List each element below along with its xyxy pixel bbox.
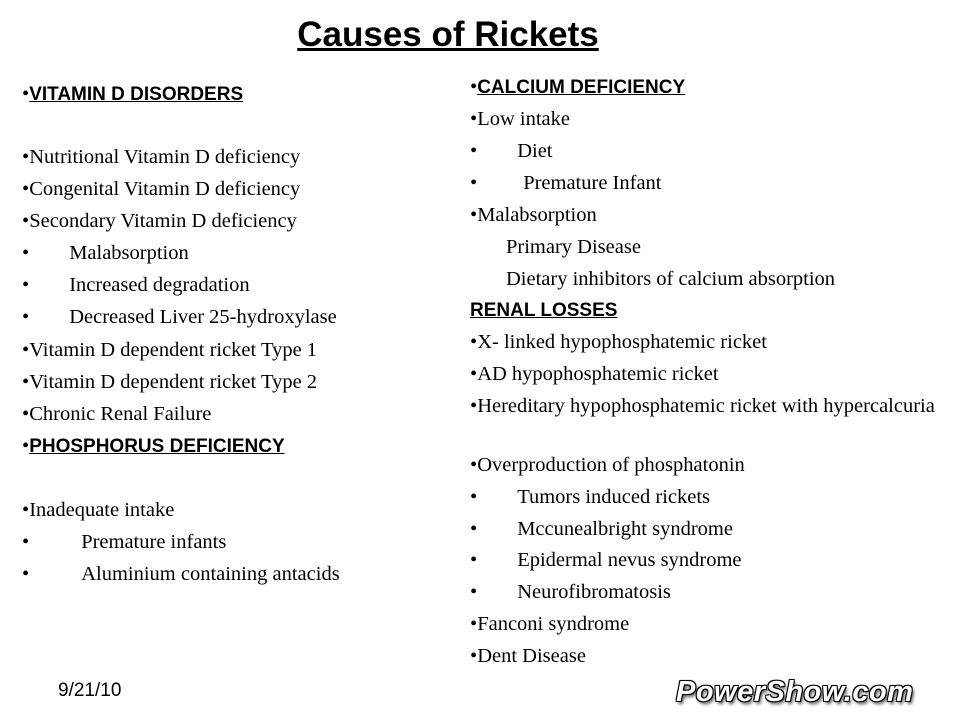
list-item: • Congenital Vitamin D deficiency: [22, 177, 300, 201]
list-item: • AD hypophosphatemic ricket: [470, 362, 719, 386]
sub-list-item: • Epidermal nevus syndrome: [470, 548, 742, 572]
list-item: • Secondary Vitamin D deficiency: [22, 209, 297, 233]
sub-list-item: • Decreased Liver 25-hydroxylase: [22, 305, 337, 329]
list-item: • Fanconi syndrome: [470, 612, 629, 636]
heading-phosphorus: • PHOSPHORUS DEFICIENCY: [22, 434, 285, 459]
sub-list-item: • Premature Infant: [470, 171, 662, 195]
slide-date: 9/21/10: [58, 680, 122, 701]
heading-calcium: • CALCIUM DEFICIENCY: [470, 75, 685, 100]
sub-list-item: • Malabsorption: [22, 241, 189, 265]
list-item: • Low intake: [470, 107, 570, 131]
sub-list-item: • Diet: [470, 139, 552, 163]
sub-list-item: • Increased degradation: [22, 273, 250, 297]
powershow-logo[interactable]: PowerShow.com: [676, 676, 914, 708]
heading-vitamin-d: • VITAMIN D DISORDERS: [22, 82, 243, 107]
slide-title: Causes of Rickets: [297, 15, 599, 54]
sub-list-item: Dietary inhibitors of calcium absorption: [506, 268, 836, 290]
list-item: • X- linked hypophosphatemic ricket: [470, 330, 767, 354]
list-item: • Inadequate intake: [22, 498, 174, 522]
heading-renal-losses: RENAL LOSSES: [470, 300, 618, 321]
sub-list-item: • Mccunealbright syndrome: [470, 517, 733, 541]
list-item: • Malabsorption: [470, 203, 597, 227]
sub-list-item: • Neurofibromatosis: [470, 580, 671, 604]
list-item: • Vitamin D dependent ricket Type 1: [22, 338, 317, 362]
sub-list-item: Primary Disease: [506, 236, 641, 258]
list-item: • Chronic Renal Failure: [22, 402, 211, 426]
list-item: • Nutritional Vitamin D deficiency: [22, 145, 300, 169]
list-item: • Vitamin D dependent ricket Type 2: [22, 370, 317, 394]
sub-list-item: • Aluminium containing antacids: [22, 562, 340, 586]
list-item: • Overproduction of phosphatonin: [470, 453, 745, 477]
sub-list-item: • Tumors induced rickets: [470, 485, 710, 509]
list-item: • Hereditary hypophosphatemic ricket with hypercalcuria: [470, 396, 940, 416]
sub-list-item: • Premature infants: [22, 530, 226, 554]
list-item: • Dent Disease: [470, 644, 586, 668]
